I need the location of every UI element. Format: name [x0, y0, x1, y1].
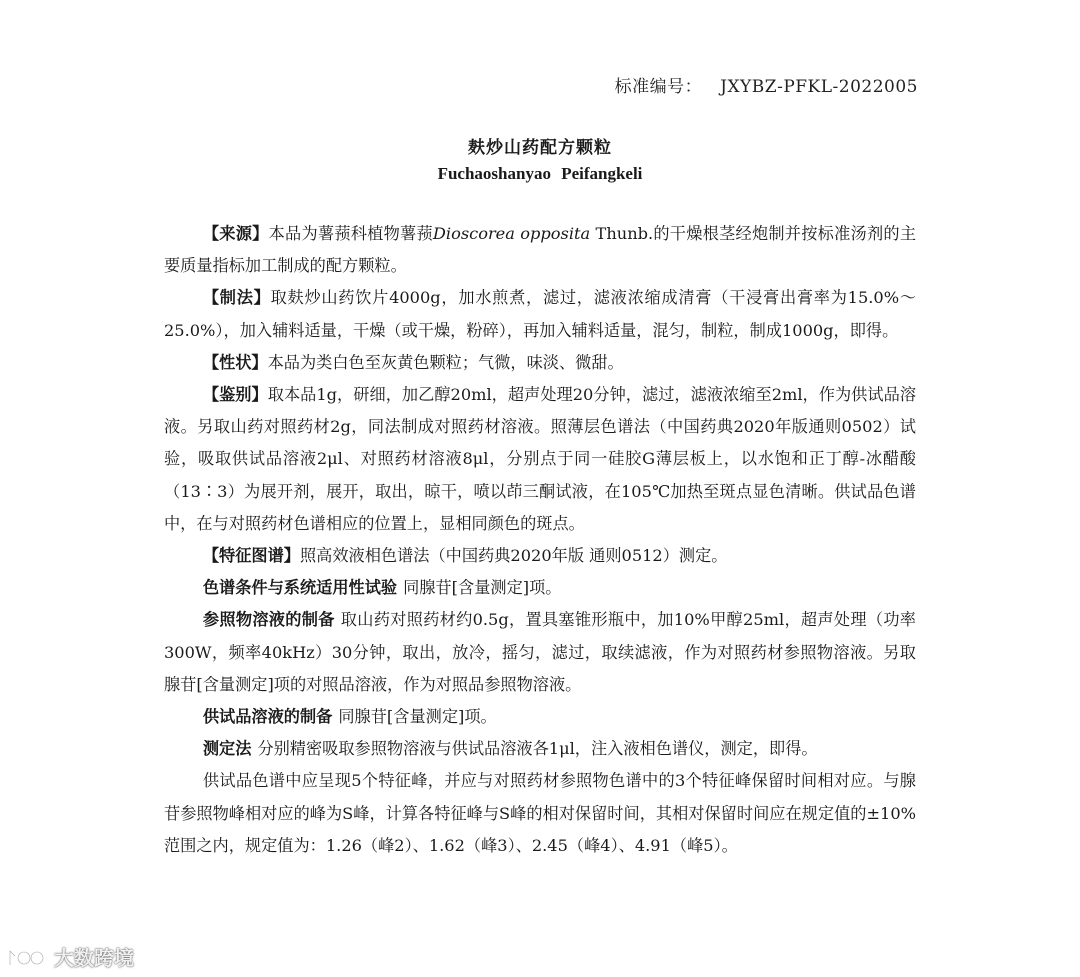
standard-number-value: JXYBZ-PFKL-2022005: [720, 77, 918, 97]
section-description: [164, 347, 916, 379]
fingerprint-heading: 【特征图谱】: [202, 546, 300, 566]
watermark-text: 大数跨境: [54, 946, 134, 970]
identification-text: 取本品1g，研细，加乙醇20ml，超声处理20分钟，滤过，滤液浓缩至2ml，作为供试品溶液。另取山药对照药材2g，同法制成对照药材溶液。照薄层色谱法（中国药典2020年版通则0502）试验，吸取供试品溶液2μl、对照药材溶液8μl，分别点于同一硅胶G薄层板上，以水饱和正丁醇-冰醋酸（13∶3）为展开剂，展开，取出，晾干，喷以茚三酮试液，在105℃加热至斑点显色清晰。供试品色谱中，在与对照药材色谱相应的位置上，显相同颜色的斑点。: [164, 385, 917, 533]
watermark-logo-icon: [6, 945, 50, 969]
section-requirement: [164, 765, 916, 862]
section-chromatography: [164, 572, 916, 604]
section-identification: [164, 379, 916, 540]
determination-heading: 测定法: [202, 739, 252, 759]
description-heading: 【性状】: [202, 352, 268, 372]
description-text: 本品为类白色至灰黄色颗粒；气微，味淡、微甜。: [267, 352, 624, 372]
test-solution-heading: 供试品溶液的制备: [202, 707, 333, 727]
document-body: [164, 218, 916, 862]
section-source: [164, 218, 916, 282]
section-determination: [164, 733, 916, 765]
test-solution-text: 同腺苷[含量测定]项。: [338, 707, 497, 727]
watermark: [6, 942, 134, 971]
requirement-text: 供试品色谱中应呈现5个特征峰，并应与对照药材参照物色谱中的3个特征峰保留时间相对应。与腺苷参照物峰相对应的峰为S峰，计算各特征峰与S峰的相对保留时间，其相对保留时间应在规定值的±10%范围之内，规定值为：1.26（峰2）、1.62（峰3）、2.45（峰4）、4.91（峰5）。: [164, 771, 916, 855]
fingerprint-text: 照高效液相色谱法（中国药典2020年版 通则0512）测定。: [300, 546, 728, 566]
identification-heading: 【鉴别】: [202, 385, 268, 405]
source-text-b: Thunb.的干燥根茎经炮制并按标准汤剂的主要质量指标加工制成的配方颗粒。: [164, 224, 917, 276]
preparation-text: 取麸炒山药饮片4000g，加水煎煮，滤过，滤液浓缩成清膏（干浸膏出膏率为15.0%～25.0%），加入辅料适量，干燥（或干燥，粉碎），再加入辅料适量，混匀，制粒，制成1000g，即得。: [164, 288, 917, 340]
title-pinyin: Fuchaoshanyao Peifangkeli: [437, 164, 643, 183]
source-heading: 【来源】: [202, 224, 269, 243]
section-fingerprint: [164, 540, 916, 572]
source-text-a: 本品为薯蓣科植物薯蓣: [268, 224, 433, 243]
standard-number-label: 标准编号：: [614, 77, 703, 97]
chromatography-text: 同腺苷[含量测定]项。: [403, 578, 562, 598]
determination-text: 分别精密吸取参照物溶液与供试品溶液各1μl，注入液相色谱仪，测定，即得。: [257, 739, 818, 759]
section-preparation: [164, 282, 916, 346]
reference-solution-heading: 参照物溶液的制备: [202, 610, 335, 630]
source-latin-name: Dioscorea opposita: [432, 224, 591, 243]
chromatography-heading: 色谱条件与系统适用性试验: [202, 578, 398, 598]
reference-solution-text: 取山药对照药材约0.5g，置具塞锥形瓶中，加10%甲醇25ml，超声处理（功率300W，频率40kHz）30分钟，取出，放冷，摇匀，滤过，取续滤液，作为对照药材参照物溶液。另取腺苷[含量测定]项的对照品溶液，作为对照品参照物溶液。: [164, 610, 916, 694]
section-test-solution: [164, 701, 916, 733]
preparation-heading: 【制法】: [202, 288, 271, 308]
title-chinese: 麸炒山药配方颗粒: [468, 138, 612, 158]
standard-number-line: [615, 72, 918, 97]
section-reference-solution: [164, 604, 916, 701]
